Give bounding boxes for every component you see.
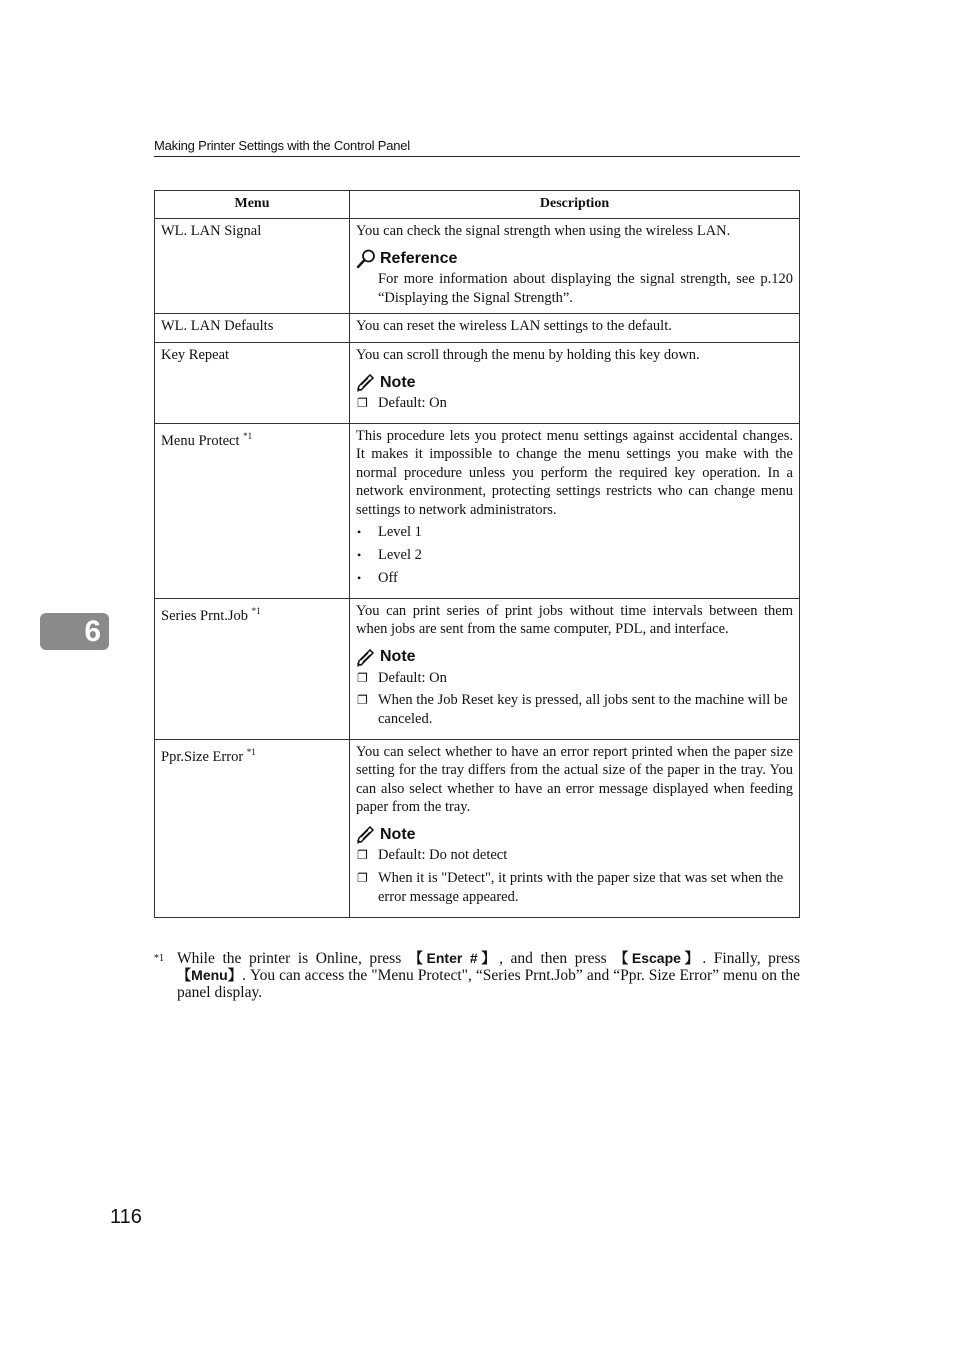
footnote <box>154 950 800 1001</box>
bullet-icon: • <box>357 570 362 585</box>
option-list <box>356 523 793 587</box>
menu-name: Series Prnt.Job <box>161 607 248 624</box>
bullet-icon: • <box>357 524 362 539</box>
footnote-ref: *1 <box>243 430 253 441</box>
note-item <box>356 394 793 412</box>
list-item <box>356 523 793 541</box>
note-list <box>356 394 793 412</box>
menu-name: Ppr.Size Error <box>161 748 244 765</box>
column-header-menu: Menu <box>155 191 350 219</box>
option-text: Level 1 <box>378 523 422 540</box>
table-row <box>155 314 800 342</box>
menu-key-label: 【Menu】 <box>177 967 243 983</box>
chapter-tab <box>40 613 109 650</box>
option-text: Level 2 <box>378 546 422 563</box>
chapter-number: 6 <box>84 614 101 648</box>
note-heading <box>356 372 793 394</box>
description-cell <box>350 342 800 423</box>
note-text: Default: Do not detect <box>378 847 508 864</box>
reference-label: Reference <box>380 250 458 268</box>
table-row <box>155 598 800 739</box>
menu-cell: WL. LAN Defaults <box>155 314 350 342</box>
bullet-icon: • <box>357 547 362 562</box>
table-row <box>155 219 800 314</box>
menu-settings-table <box>154 190 800 918</box>
footnote-text-part: . You can access the "Menu Protect", “Series Prnt.Job” and “Ppr. Size Error” menu on the panel display. <box>177 967 800 1001</box>
footnote-text-part: While the printer is Online, press <box>177 950 409 967</box>
magnifier-icon <box>356 249 376 269</box>
note-text: Default: On <box>378 669 447 686</box>
menu-cell <box>155 423 350 598</box>
reference-text: For more information about displaying the signal strength, see p.120 “Displaying the Signal Strength”. <box>378 271 793 306</box>
description-text: You can reset the wireless LAN settings to the default. <box>356 318 672 335</box>
footnote-text-part: , and then press <box>499 950 615 967</box>
note-item <box>356 669 793 687</box>
note-label: Note <box>380 648 416 666</box>
description-text: This procedure lets you protect menu settings against accidental changes. It makes it impossible to change the menu settings you make with the normal procedure unless you perform the required key operation. In a network environment, protecting settings restricts who can change menu settings to network administrators. <box>356 427 793 518</box>
note-item <box>356 691 793 728</box>
note-list <box>356 669 793 729</box>
menu-cell <box>155 739 350 917</box>
footnote-text <box>154 950 800 1001</box>
reference-heading <box>356 248 793 270</box>
note-list <box>356 846 793 906</box>
table-row <box>155 423 800 598</box>
note-label: Note <box>380 826 416 844</box>
checkbox-icon: ❐ <box>357 670 368 685</box>
menu-cell: WL. LAN Signal <box>155 219 350 314</box>
menu-cell: Key Repeat <box>155 342 350 423</box>
checkbox-icon: ❐ <box>357 396 368 411</box>
description-cell <box>350 423 800 598</box>
list-item <box>356 569 793 587</box>
note-heading <box>356 647 793 669</box>
running-header: Making Printer Settings with the Control Panel <box>154 138 800 157</box>
footnote-text-part: . Finally, press <box>702 950 800 967</box>
note-text: When it is "Detect", it prints with the paper size that was set when the error message appeared. <box>378 870 784 905</box>
table-header-row <box>155 191 800 219</box>
escape-key-label: 【Escape】 <box>614 950 703 966</box>
menu-name: Menu Protect <box>161 432 240 449</box>
description-text: You can check the signal strength when using the wireless LAN. <box>356 223 731 239</box>
page-number: 116 <box>110 1206 142 1228</box>
list-item <box>356 546 793 564</box>
table-row <box>155 739 800 917</box>
description-text: You can select whether to have an error report printed when the paper size setting for the tray differs from the actual size of the paper in the tray. You can also select whether to have an error message displayed when feeding paper from the tray. <box>356 743 793 815</box>
description-cell <box>350 739 800 917</box>
footnote-ref: *1 <box>251 605 261 616</box>
description-text: You can print series of print jobs without time intervals between them when jobs are sent from the same computer, PDL, and interface. <box>356 602 793 638</box>
description-cell <box>350 598 800 739</box>
enter-key-label: 【Enter #】 <box>408 950 500 966</box>
note-heading <box>356 824 793 846</box>
description-cell <box>350 314 800 342</box>
note-item <box>356 869 793 906</box>
checkbox-icon: ❐ <box>357 693 368 708</box>
pencil-icon <box>356 649 376 667</box>
checkbox-icon: ❐ <box>357 871 368 886</box>
pencil-icon <box>356 826 376 844</box>
menu-cell <box>155 598 350 739</box>
note-text: When the Job Reset key is pressed, all jobs sent to the machine will be canceled. <box>378 692 788 727</box>
description-cell <box>350 219 800 314</box>
note-label: Note <box>380 373 416 391</box>
pencil-icon <box>356 374 376 392</box>
option-text: Off <box>378 569 398 586</box>
footnote-ref: *1 <box>246 746 256 757</box>
table-row <box>155 342 800 423</box>
column-header-description: Description <box>350 191 800 219</box>
note-item <box>356 846 793 864</box>
footnote-mark: *1 <box>154 953 164 964</box>
note-text: Default: On <box>378 395 447 412</box>
checkbox-icon: ❐ <box>357 848 368 863</box>
description-text: You can scroll through the menu by holding this key down. <box>356 346 700 363</box>
